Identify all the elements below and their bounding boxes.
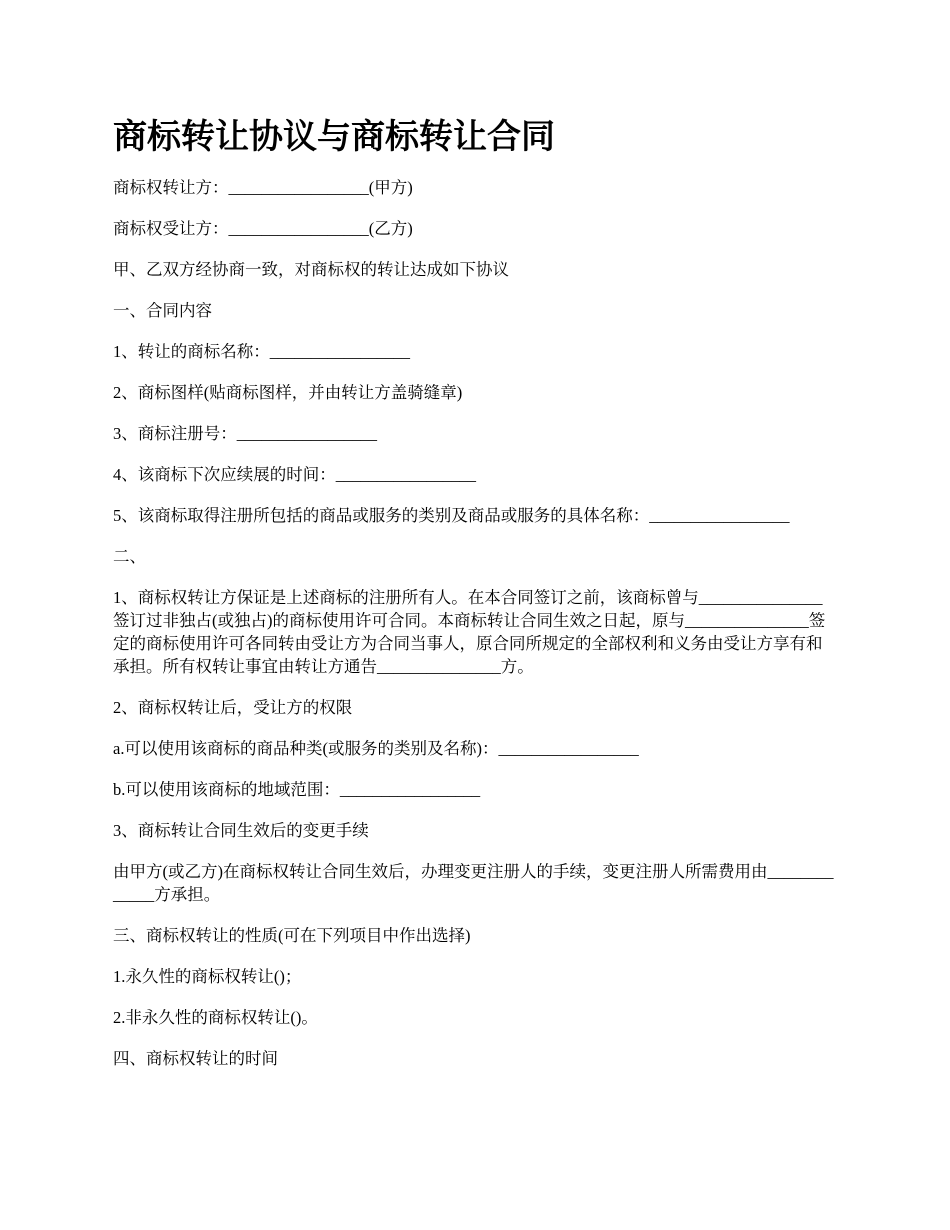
paragraph-transferor-guarantee: 1、商标权转让方保证是上述商标的注册所有人。在本合同签订之前，该商标曾与_______________签订过非独占(或独占)的商标使用许可合同。本商标转让合同生效之日起，原与_______________签定的商标使用许可各同转由受让方为合同当事人，原合同所规定的全部权利和义务由受让方享有和承担。所有权转让事宜由转让方通告_______________方。: [113, 588, 826, 676]
paragraph-trademark-image: 2、商标图样(贴商标图样，并由转让方盖骑缝章): [113, 383, 463, 402]
section-heading-transfer-time: 四、商标权转让的时间: [113, 1049, 278, 1068]
paragraph-goods-categories: a.可以使用该商标的商品种类(或服务的类别及名称)：_________________: [113, 739, 639, 758]
paragraph-territory: b.可以使用该商标的地域范围：_________________: [113, 780, 481, 799]
paragraph-registration-number: 3、商标注册号：_________________: [113, 424, 377, 443]
paragraph-trademark-name: 1、转让的商标名称：_________________: [113, 342, 410, 361]
paragraph-transferee-rights: 2、商标权转让后，受让方的权限: [113, 698, 353, 717]
document-page: [113, 110, 837, 1088]
paragraph-change-fees: 由甲方(或乙方)在商标权转让合同生效后，办理变更注册人的手续，变更注册人所需费用由_____________方承担。: [113, 862, 834, 904]
paragraph-non-permanent-transfer: 2.非永久性的商标权转让()。: [113, 1008, 318, 1027]
paragraph-permanent-transfer: 1.永久性的商标权转让()；: [113, 967, 302, 986]
paragraph-transferor: 商标权转让方：_________________(甲方): [113, 178, 413, 197]
section-heading-transfer-nature: 三、商标权转让的性质(可在下列项目中作出选择): [113, 926, 471, 945]
paragraph-renewal-time: 4、该商标下次应续展的时间：_________________: [113, 465, 476, 484]
paragraph-agreement-intro: 甲、乙双方经协商一致，对商标权的转让达成如下协议: [113, 260, 509, 279]
section-heading-contract-content: 一、合同内容: [113, 301, 212, 320]
paragraph-goods-services: 5、该商标取得注册所包括的商品或服务的类别及商品或服务的具体名称：_________________: [113, 506, 790, 525]
section-heading-two: 二、: [113, 547, 146, 566]
paragraph-change-procedure: 3、商标转让合同生效后的变更手续: [113, 821, 369, 840]
document-title: 商标转让协议与商标转让合同: [113, 117, 555, 157]
paragraph-transferee: 商标权受让方：_________________(乙方): [113, 219, 413, 238]
